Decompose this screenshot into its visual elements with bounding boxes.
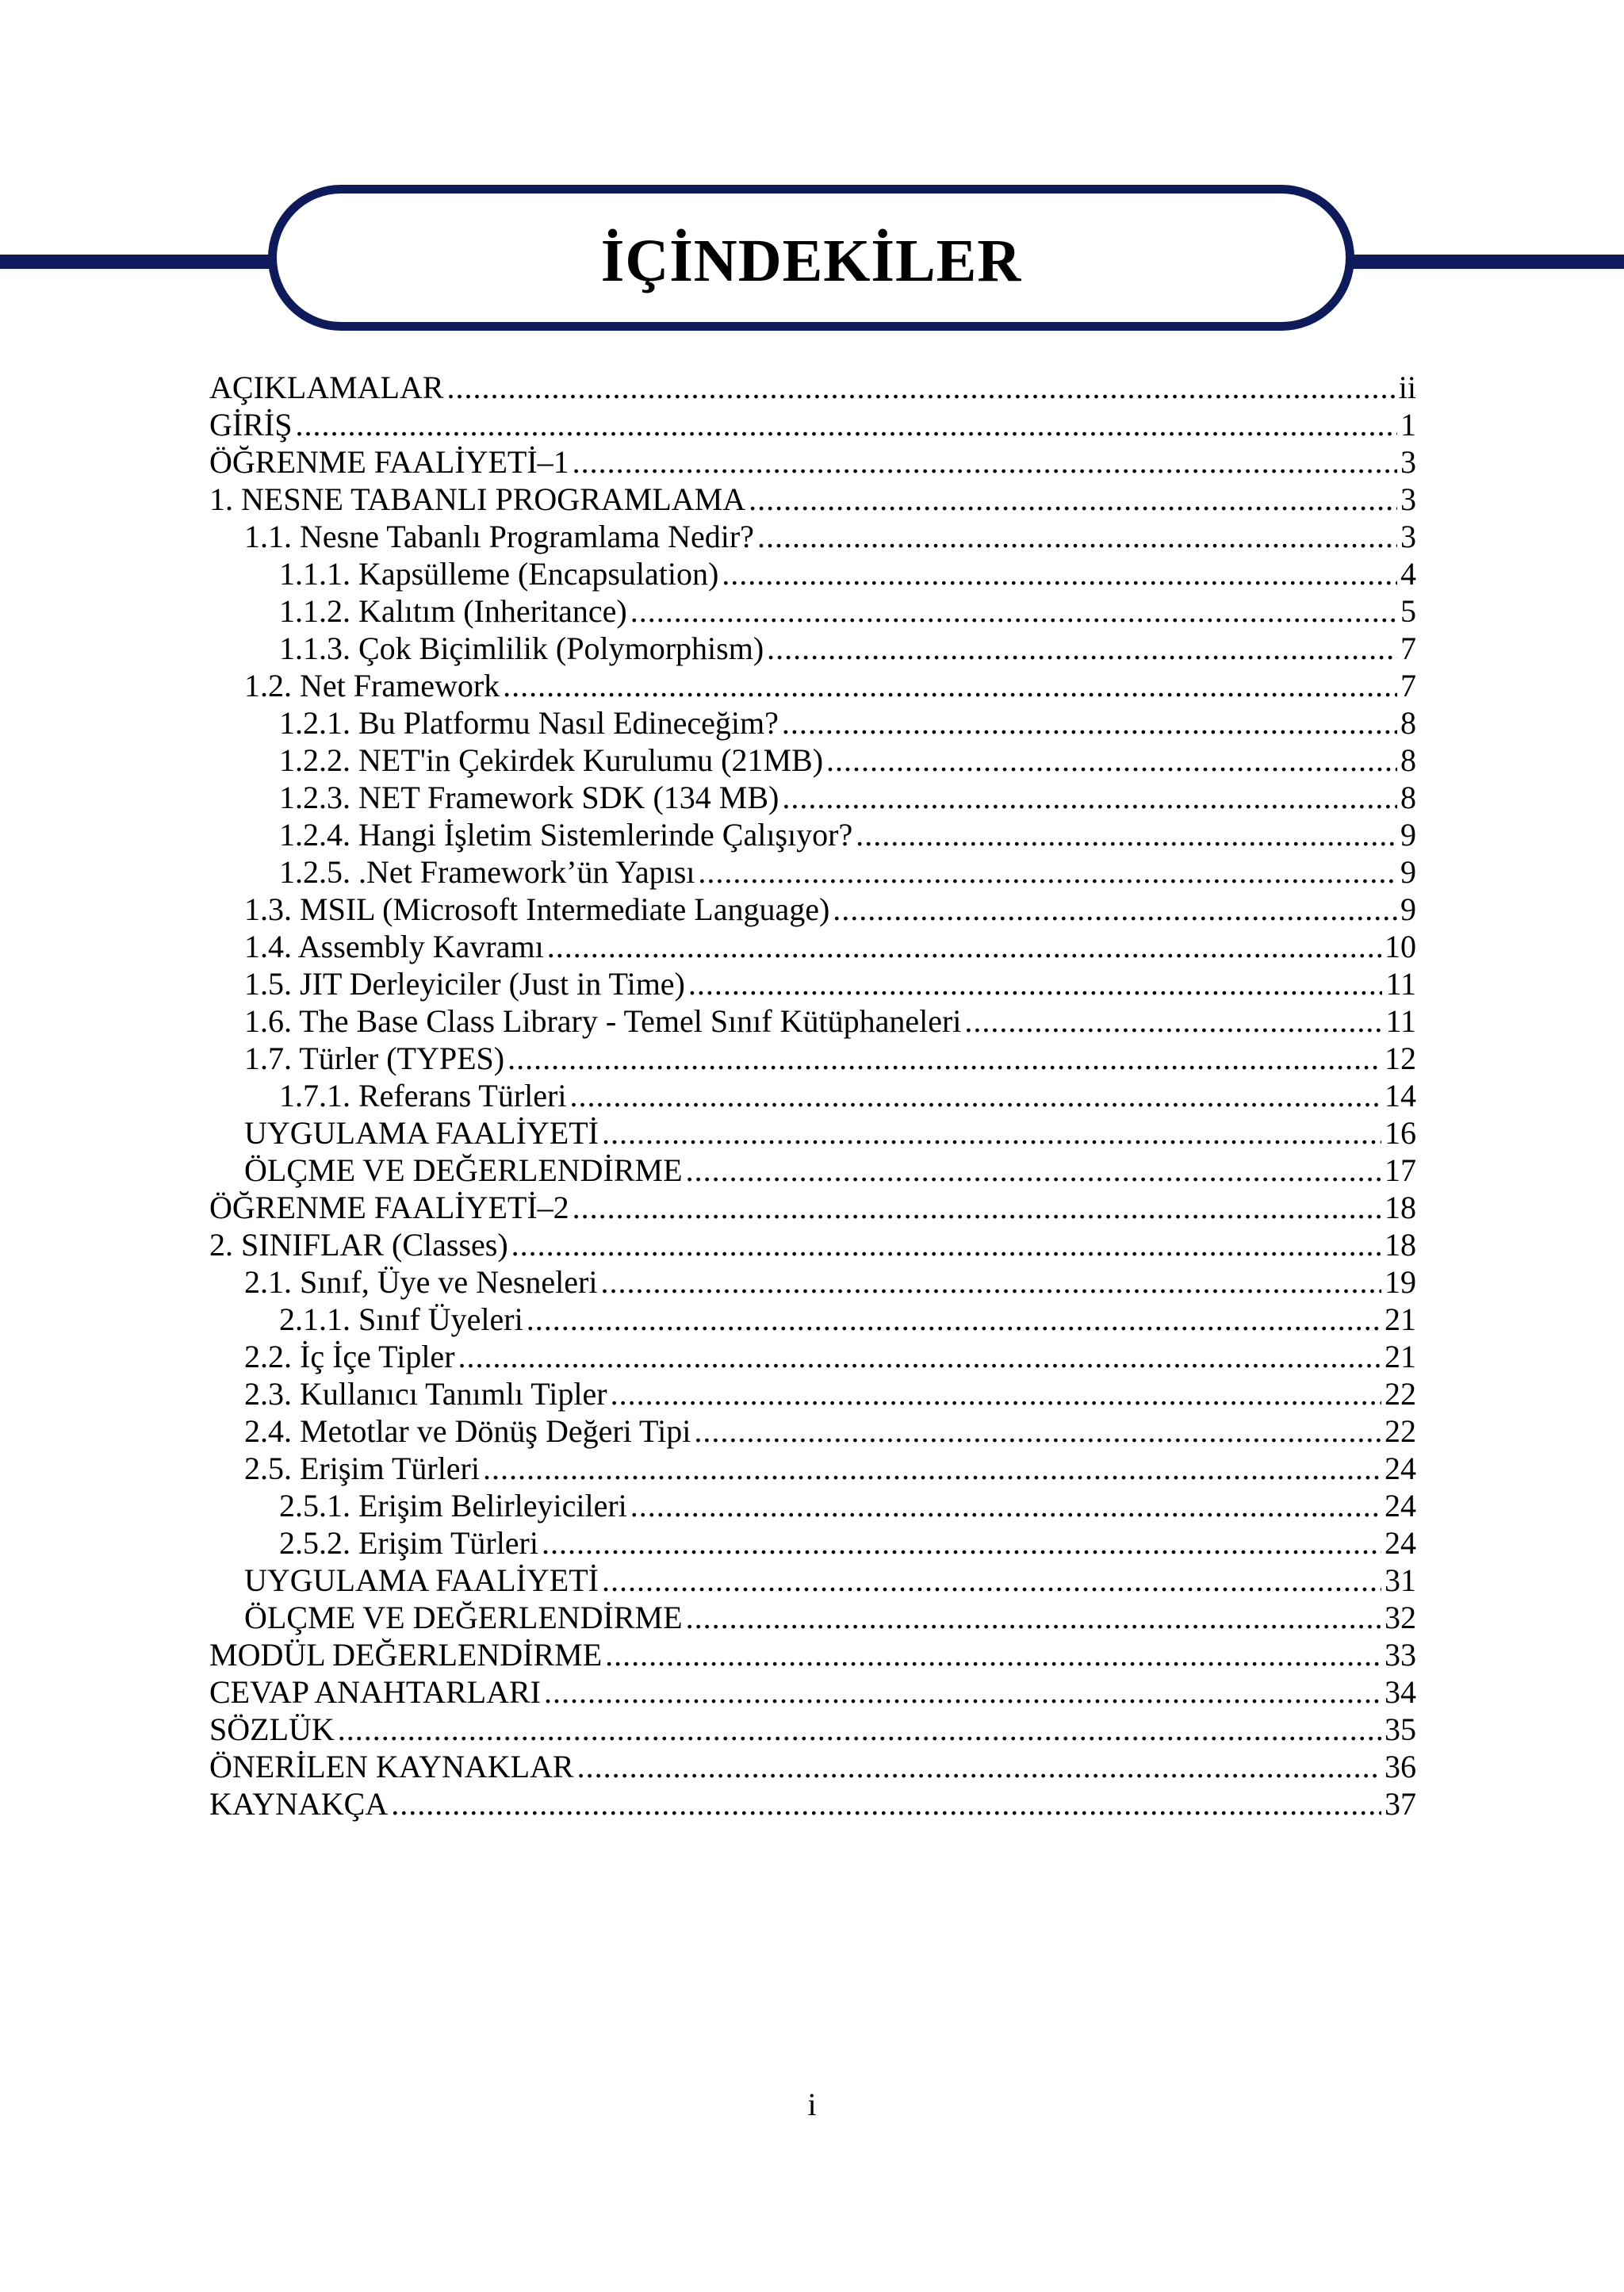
toc-entry-page: 17 (1385, 1152, 1416, 1188)
page-number: i (807, 2087, 817, 2122)
toc-entry-page: 33 (1385, 1637, 1416, 1673)
toc-entry[interactable] (209, 555, 1416, 592)
toc-entry[interactable] (209, 667, 1416, 704)
toc-entry-label: 1.1. Nesne Tabanlı Programlama Nedir? (244, 519, 754, 554)
toc-entry-label: ÖĞRENME FAALİYETİ–1 (209, 444, 569, 480)
toc-entry[interactable] (209, 1226, 1416, 1263)
toc-entry-page: 31 (1385, 1562, 1416, 1598)
toc-entry-label: 1.5. JIT Derleyiciler (Just in Time) (244, 966, 685, 1002)
toc-dot-leader (547, 928, 1381, 965)
toc-entry[interactable] (209, 1263, 1416, 1301)
toc-entry[interactable] (209, 1599, 1416, 1636)
toc-entry-page: 9 (1400, 817, 1416, 853)
toc-entry[interactable] (209, 630, 1416, 667)
toc-entry[interactable] (209, 1450, 1416, 1487)
toc-entry-label: UYGULAMA FAALİYETİ (244, 1115, 599, 1151)
toc-dot-leader (611, 1375, 1381, 1412)
toc-entry-page: 7 (1400, 630, 1416, 666)
toc-dot-leader (757, 518, 1397, 555)
toc-entry-label: MODÜL DEĞERLENDİRME (209, 1637, 603, 1673)
toc-dot-leader (483, 1450, 1381, 1487)
toc-entry[interactable] (209, 1748, 1416, 1785)
toc-entry-page: 5 (1400, 593, 1416, 629)
toc-entry[interactable] (209, 1673, 1416, 1711)
toc-entry-label: 1.2.3. NET Framework SDK (134 MB) (279, 780, 779, 815)
toc-entry-page: 8 (1400, 780, 1416, 815)
toc-entry[interactable] (209, 369, 1416, 406)
toc-entry-label: 1. NESNE TABANLI PROGRAMLAMA (209, 481, 746, 517)
toc-entry-page: 1 (1400, 407, 1416, 443)
toc-entry-page: 8 (1400, 742, 1416, 778)
toc-entry-page: 18 (1385, 1190, 1416, 1225)
toc-dot-leader (826, 742, 1397, 779)
toc-entry[interactable] (209, 1711, 1416, 1748)
toc-entry-label: 1.3. MSIL (Microsoft Intermediate Language) (244, 891, 830, 927)
toc-dot-leader (722, 555, 1397, 592)
toc-entry-label: ÖNERİLEN KAYNAKLAR (209, 1749, 574, 1784)
title-rule-left (0, 255, 278, 269)
toc-dot-leader (698, 853, 1397, 891)
toc-entry-page: 21 (1385, 1301, 1416, 1337)
toc-entry[interactable] (209, 1412, 1416, 1450)
toc-dot-leader (338, 1711, 1381, 1748)
toc-entry-label: UYGULAMA FAALİYETİ (244, 1562, 599, 1598)
title-rule-right (1351, 255, 1624, 269)
toc-dot-leader (447, 369, 1396, 406)
toc-entry-page: 35 (1385, 1711, 1416, 1747)
toc-dot-leader (856, 816, 1397, 853)
toc-entry-page: 24 (1385, 1525, 1416, 1561)
toc-entry-page: 7 (1400, 668, 1416, 703)
toc-entry-page: 32 (1385, 1600, 1416, 1635)
toc-entry-label: 1.2.5. .Net Framework’ün Yapısı (279, 854, 695, 890)
toc-entry-label: ÖLÇME VE DEĞERLENDİRME (244, 1152, 683, 1188)
toc-dot-leader (602, 1114, 1381, 1152)
toc-dot-leader (833, 891, 1397, 928)
toc-entry-label: KAYNAKÇA (209, 1786, 389, 1822)
toc-entry-page: 9 (1400, 891, 1416, 927)
table-of-contents (209, 369, 1416, 1822)
toc-dot-leader (749, 481, 1397, 518)
toc-entry[interactable] (209, 742, 1416, 779)
toc-entry-page: ii (1398, 370, 1416, 405)
toc-entry-page: 24 (1385, 1451, 1416, 1486)
toc-entry[interactable] (209, 1301, 1416, 1338)
toc-dot-leader (688, 965, 1383, 1002)
toc-entry-label: 1.2.4. Hangi İşletim Sistemlerinde Çalışıyor? (279, 817, 853, 853)
toc-dot-leader (391, 1785, 1381, 1822)
toc-entry-label: 2.5. Erişim Türleri (244, 1451, 480, 1486)
toc-entry-page: 22 (1385, 1376, 1416, 1412)
toc-entry-label: 1.6. The Base Class Library - Temel Sınıf Kütüphaneleri (244, 1003, 962, 1039)
toc-entry-page: 11 (1385, 1003, 1416, 1039)
toc-dot-leader (767, 630, 1397, 667)
toc-entry-label: 2. SINIFLAR (Classes) (209, 1227, 508, 1263)
toc-entry-page: 10 (1385, 929, 1416, 964)
toc-dot-leader (573, 443, 1397, 481)
toc-entry[interactable] (209, 965, 1416, 1002)
toc-entry-page: 37 (1385, 1786, 1416, 1822)
toc-entry-page: 18 (1385, 1227, 1416, 1263)
toc-entry-page: 34 (1385, 1674, 1416, 1710)
toc-entry[interactable] (209, 481, 1416, 518)
toc-entry[interactable] (209, 406, 1416, 443)
toc-entry-label: GİRİŞ (209, 407, 293, 443)
toc-entry[interactable] (209, 704, 1416, 742)
toc-entry-page: 12 (1385, 1041, 1416, 1076)
toc-entry-label: 1.4. Assembly Kavramı (244, 929, 544, 964)
toc-entry[interactable] (209, 443, 1416, 481)
toc-entry-page: 19 (1385, 1264, 1416, 1300)
toc-entry[interactable] (209, 1338, 1416, 1375)
toc-entry-page: 8 (1400, 705, 1416, 741)
toc-dot-leader (686, 1152, 1381, 1189)
toc-entry-page: 4 (1400, 556, 1416, 592)
toc-entry[interactable] (209, 1562, 1416, 1599)
toc-entry-label: AÇIKLAMALAR (209, 370, 444, 405)
title-frame (268, 185, 1354, 331)
toc-entry-page: 21 (1385, 1339, 1416, 1374)
toc-dot-leader (600, 1263, 1381, 1301)
toc-entry[interactable] (209, 1487, 1416, 1524)
toc-entry[interactable] (209, 1636, 1416, 1673)
page-title: İÇİNDEKİLER (600, 228, 1022, 294)
toc-entry-page: 3 (1400, 519, 1416, 554)
toc-entry-label: 2.4. Metotlar ve Dönüş Değeri Tipi (244, 1413, 691, 1449)
toc-entry-page: 3 (1400, 481, 1416, 517)
toc-entry-label: SÖZLÜK (209, 1711, 335, 1747)
toc-dot-leader (605, 1636, 1381, 1673)
toc-entry[interactable] (209, 1077, 1416, 1114)
toc-entry-label: 1.7.1. Referans Türleri (279, 1078, 567, 1113)
toc-entry-label: ÖLÇME VE DEĞERLENDİRME (244, 1600, 683, 1635)
toc-dot-leader (511, 1226, 1381, 1263)
toc-dot-leader (295, 406, 1397, 443)
toc-entry[interactable] (209, 1152, 1416, 1189)
toc-entry-page: 24 (1385, 1488, 1416, 1524)
toc-entry-label: 2.1. Sınıf, Üye ve Nesneleri (244, 1264, 598, 1300)
toc-dot-leader (630, 1487, 1381, 1524)
toc-entry[interactable] (209, 1002, 1416, 1040)
toc-entry-label: 1.7. Türler (TYPES) (244, 1041, 505, 1076)
toc-dot-leader (569, 1077, 1381, 1114)
toc-entry-page: 3 (1400, 444, 1416, 480)
toc-entry-label: 1.2.2. NET'in Çekirdek Kurulumu (21MB) (279, 742, 824, 778)
toc-entry-label: 1.1.2. Kalıtım (Inheritance) (279, 593, 627, 629)
toc-entry-label: 1.2.1. Bu Platformu Nasıl Edineceğim? (279, 705, 779, 741)
toc-entry[interactable] (209, 891, 1416, 928)
toc-entry-page: 22 (1385, 1413, 1416, 1449)
toc-entry[interactable] (209, 853, 1416, 891)
toc-entry[interactable] (209, 518, 1416, 555)
toc-dot-leader (508, 1040, 1381, 1077)
toc-entry[interactable] (209, 592, 1416, 630)
toc-entry-page: 9 (1400, 854, 1416, 890)
toc-entry-page: 36 (1385, 1749, 1416, 1784)
toc-entry-page: 16 (1385, 1115, 1416, 1151)
toc-entry[interactable] (209, 779, 1416, 816)
toc-entry[interactable] (209, 1785, 1416, 1822)
toc-dot-leader (964, 1002, 1382, 1040)
toc-dot-leader (782, 779, 1397, 816)
toc-entry-page: 11 (1385, 966, 1416, 1002)
toc-entry-page: 14 (1385, 1078, 1416, 1113)
toc-entry-label: ÖĞRENME FAALİYETİ–2 (209, 1190, 569, 1225)
toc-entry-label: 2.5.1. Erişim Belirleyicileri (279, 1488, 627, 1524)
toc-entry[interactable] (209, 928, 1416, 965)
toc-dot-leader (503, 667, 1397, 704)
toc-entry-label: CEVAP ANAHTARLARI (209, 1674, 541, 1710)
toc-dot-leader (694, 1412, 1381, 1450)
toc-entry[interactable] (209, 1375, 1416, 1412)
toc-entry[interactable] (209, 1040, 1416, 1077)
toc-dot-leader (542, 1524, 1381, 1562)
toc-dot-leader (544, 1673, 1381, 1711)
toc-entry-label: 2.1.1. Sınıf Üyeleri (279, 1301, 523, 1337)
toc-dot-leader (630, 592, 1397, 630)
toc-dot-leader (782, 704, 1397, 742)
toc-entry-label: 1.1.3. Çok Biçimlilik (Polymorphism) (279, 630, 764, 666)
toc-dot-leader (458, 1338, 1381, 1375)
toc-entry-label: 2.2. İç İçe Tipler (244, 1339, 455, 1374)
toc-dot-leader (602, 1562, 1381, 1599)
toc-entry[interactable] (209, 1189, 1416, 1226)
toc-dot-leader (686, 1599, 1381, 1636)
toc-entry[interactable] (209, 816, 1416, 853)
toc-entry-label: 1.2. Net Framework (244, 668, 500, 703)
toc-dot-leader (577, 1748, 1381, 1785)
toc-entry-label: 1.1.1. Kapsülleme (Encapsulation) (279, 556, 719, 592)
toc-entry[interactable] (209, 1114, 1416, 1152)
toc-dot-leader (573, 1189, 1381, 1226)
toc-entry-label: 2.5.2. Erişim Türleri (279, 1525, 538, 1561)
toc-entry[interactable] (209, 1524, 1416, 1562)
toc-dot-leader (527, 1301, 1381, 1338)
toc-entry-label: 2.3. Kullanıcı Tanımlı Tipler (244, 1376, 607, 1412)
